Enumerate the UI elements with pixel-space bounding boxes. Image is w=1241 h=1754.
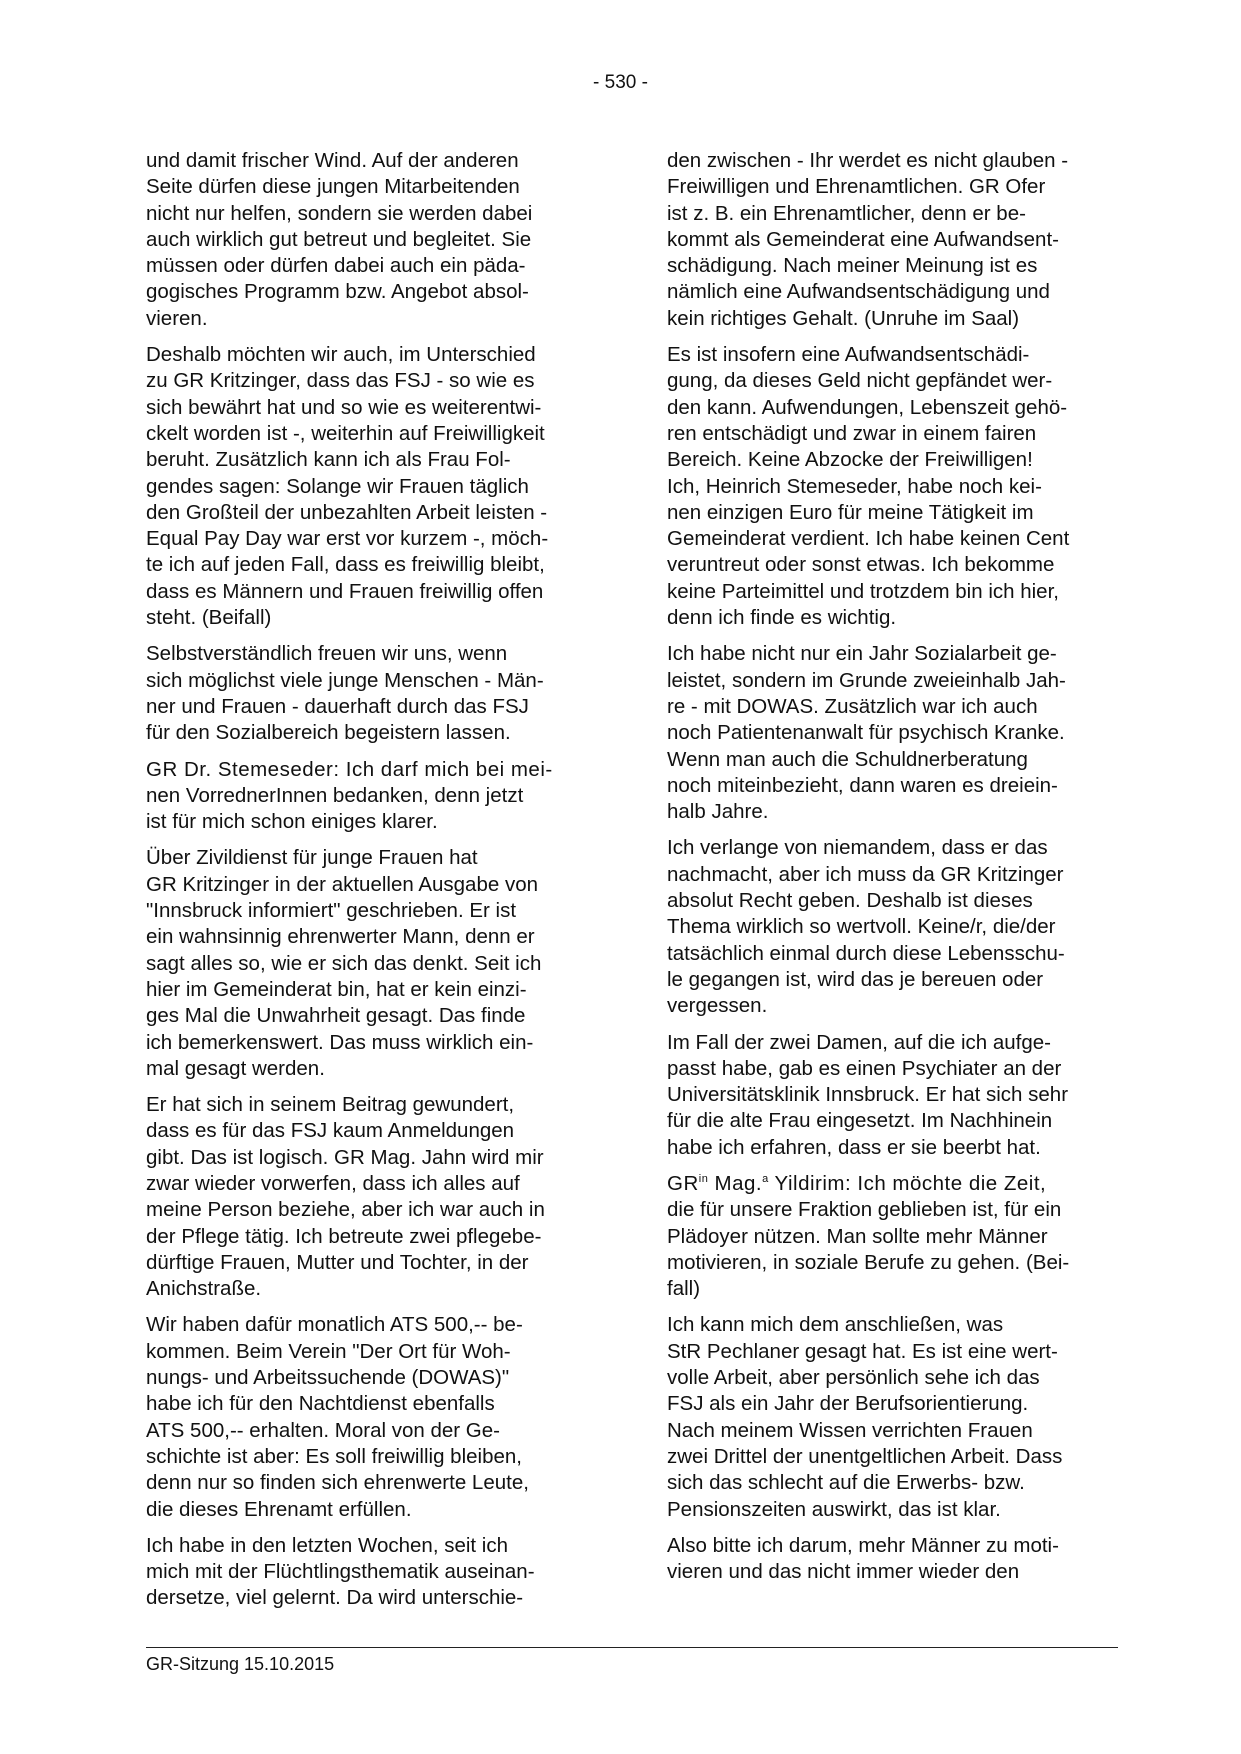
paragraph: Also bitte ich darum, mehr Männer zu moti- vieren und das nicht immer wieder den	[667, 1533, 1059, 1584]
paragraph: Es ist insofern eine Aufwandsentschädi- gung, da dieses Geld nicht gepfändet wer- den kann. Aufwendungen, Lebenszeit gehö- ren entschädigt und zwar in einem fairen Bereich. Keine Abzocke der Freiwilligen! Ich, Heinrich Stemeseder, habe noch kei- nen einzigen Euro für meine Tätigkeit im Gemeinderat verdient. Ich habe keinen Cent veruntreut oder sonst etwas. Ich bekomme keine Parteimittel und trotzdem bin ich hier, denn ich finde es wichtig.	[667, 343, 1070, 630]
paragraph: Deshalb möchten wir auch, im Unterschied zu GR Kritzinger, dass das FSJ - so wie es sich bewährt hat und so wie es weiterentwi- ckelt worden ist -, weiterhin auf Freiwilligkeit beruht. Zusätzlich kann ich als Frau Fol- gendes sagen: Solange wir Frauen täglich den Großteil der unbezahlten Arbeit leisten - Equal Pay Day war erst vor kurzem -, möch- te ich auf jeden Fall, dass es freiwillig bleibt, dass es Männern und Frauen freiwillig offen steht. (Beifall)	[146, 343, 549, 630]
footer-rule	[146, 1647, 1118, 1648]
left-column	[146, 148, 606, 1622]
paragraph: Ich habe nicht nur ein Jahr Sozialarbeit ge- leistet, sondern im Grunde zweieinhalb Jah- re - mit DOWAS. Zusätzlich war ich auch noch Patientenanwalt für psychisch Kranke. Wenn man auch die Schuldnerberatung noch miteinbezieht, dann waren es dreiein- halb Jahre.	[667, 642, 1066, 824]
footer-text: GR-Sitzung 15.10.2015	[146, 1654, 335, 1674]
paragraph: Er hat sich in seinem Beitrag gewundert, dass es für das FSJ kaum Anmeldungen gibt. Das ist logisch. GR Mag. Jahn wird mir zwar wieder vorwerfen, dass ich alles auf meine Person beziehe, aber ich war auch in der Pflege tätig. Ich betreute zwei pflegebe- dürftige Frauen, Mutter und Tochter, in der Anichstraße.	[146, 1093, 545, 1301]
paragraph: und damit frischer Wind. Auf der anderen Seite dürfen diese jungen Mitarbeitenden nicht nur helfen, sondern sie werden dabei auch wirklich gut betreut und begleitet. Sie müssen oder dürfen dabei auch ein päda- gogisches Programm bzw. Angebot absol- vieren.	[146, 149, 533, 330]
paragraph: Wir haben dafür monatlich ATS 500,-- be- kommen. Beim Verein "Der Ort für Woh- nungs- und Arbeitssuchende (DOWAS)" habe ich für den Nachtdienst ebenfalls ATS 500,-- erhalten. Moral von der Ge- schichte ist aber: Es soll freiwillig bleiben, denn nur so finden sich ehrenwerte Leute, die dieses Ehrenamt erfüllen.	[146, 1313, 529, 1521]
speaker-paragraph: GR Dr. Stemeseder: Ich darf mich bei mei- nen VorrednerInnen bedanken, denn jetzt ist für mich schon einiges klarer.	[146, 757, 553, 834]
speaker-line: $GR^{in}$ Mag.$^a$ Yildirim: Ich möchte die Zeit,	[667, 1171, 1047, 1195]
paragraph: Ich habe in den letzten Wochen, seit ich mich mit der Flüchtlingsthematik auseinan- dersetze, viel gelernt. Da wird unterschie-	[146, 1533, 535, 1610]
page-number: - 530 -	[593, 72, 648, 93]
paragraph: Über Zivildienst für junge Frauen hat GR Kritzinger in der aktuellen Ausgabe von "Innsbruck informiert" geschrieben. Er ist ein wahnsinnig ehrenwerter Mann, denn er sagt alles so, wie er sich das denkt. Seit ich hier im Gemeinderat bin, hat er kein einzi- ges Mal die Unwahrheit gesagt. Das finde ich bemerkenswert. Das muss wirklich ein- mal gesagt werden.	[146, 846, 542, 1080]
paragraph: Im Fall der zwei Damen, auf die ich aufge- passt habe, gab es einen Psychiater an der Universitätsklinik Innsbruck. Er hat sich sehr für die alte Frau eingesetzt. Im Nachhinein habe ich erfahren, dass er sie beerbt hat.	[667, 1030, 1069, 1159]
paragraph: Selbstverständlich freuen wir uns, wenn sich möglichst viele junge Menschen - Män- ner und Frauen - dauerhaft durch das FSJ für den Sozialbereich begeistern lassen.	[146, 642, 544, 745]
speaker-paragraph: $GR^{in}$ Mag.$^a$ Yildirim: Ich möchte die Zeit, die für unsere Fraktion geblieben ist, für ein Plädoyer nützen. Man sollte mehr Männer motivieren, in soziale Berufe zu gehen. (Bei- fall)	[667, 1171, 1070, 1301]
right-column	[667, 148, 1127, 1595]
paragraph: Ich verlange von niemandem, dass er das nachmacht, aber ich muss da GR Kritzinger absolut Recht geben. Deshalb ist dieses Thema wirklich so wertvoll. Keine/r, die/der tatsächlich einmal durch diese Lebensschu- le gegangen ist, wird das je bereuen oder vergessen.	[667, 836, 1065, 1018]
paragraph: Ich kann mich dem anschließen, was StR Pechlaner gesagt hat. Es ist eine wert- volle Arbeit, aber persönlich sehe ich das FSJ als ein Jahr der Berufsorientierung. Nach meinem Wissen verrichten Frauen zwei Drittel der unentgeltlichen Arbeit. Dass sich das schlecht auf die Erwerbs- bzw. Pensionszeiten auswirkt, das ist klar.	[667, 1313, 1063, 1521]
paragraph: den zwischen - Ihr werdet es nicht glauben - Freiwilligen und Ehrenamtlichen. GR Ofer ist z. B. ein Ehrenamtlicher, denn er be- kommt als Gemeinderat eine Aufwandsent- schädigung. Nach meiner Meinung ist es nämlich eine Aufwandsentschädigung und kein richtiges Gehalt. (Unruhe im Saal)	[667, 149, 1069, 330]
